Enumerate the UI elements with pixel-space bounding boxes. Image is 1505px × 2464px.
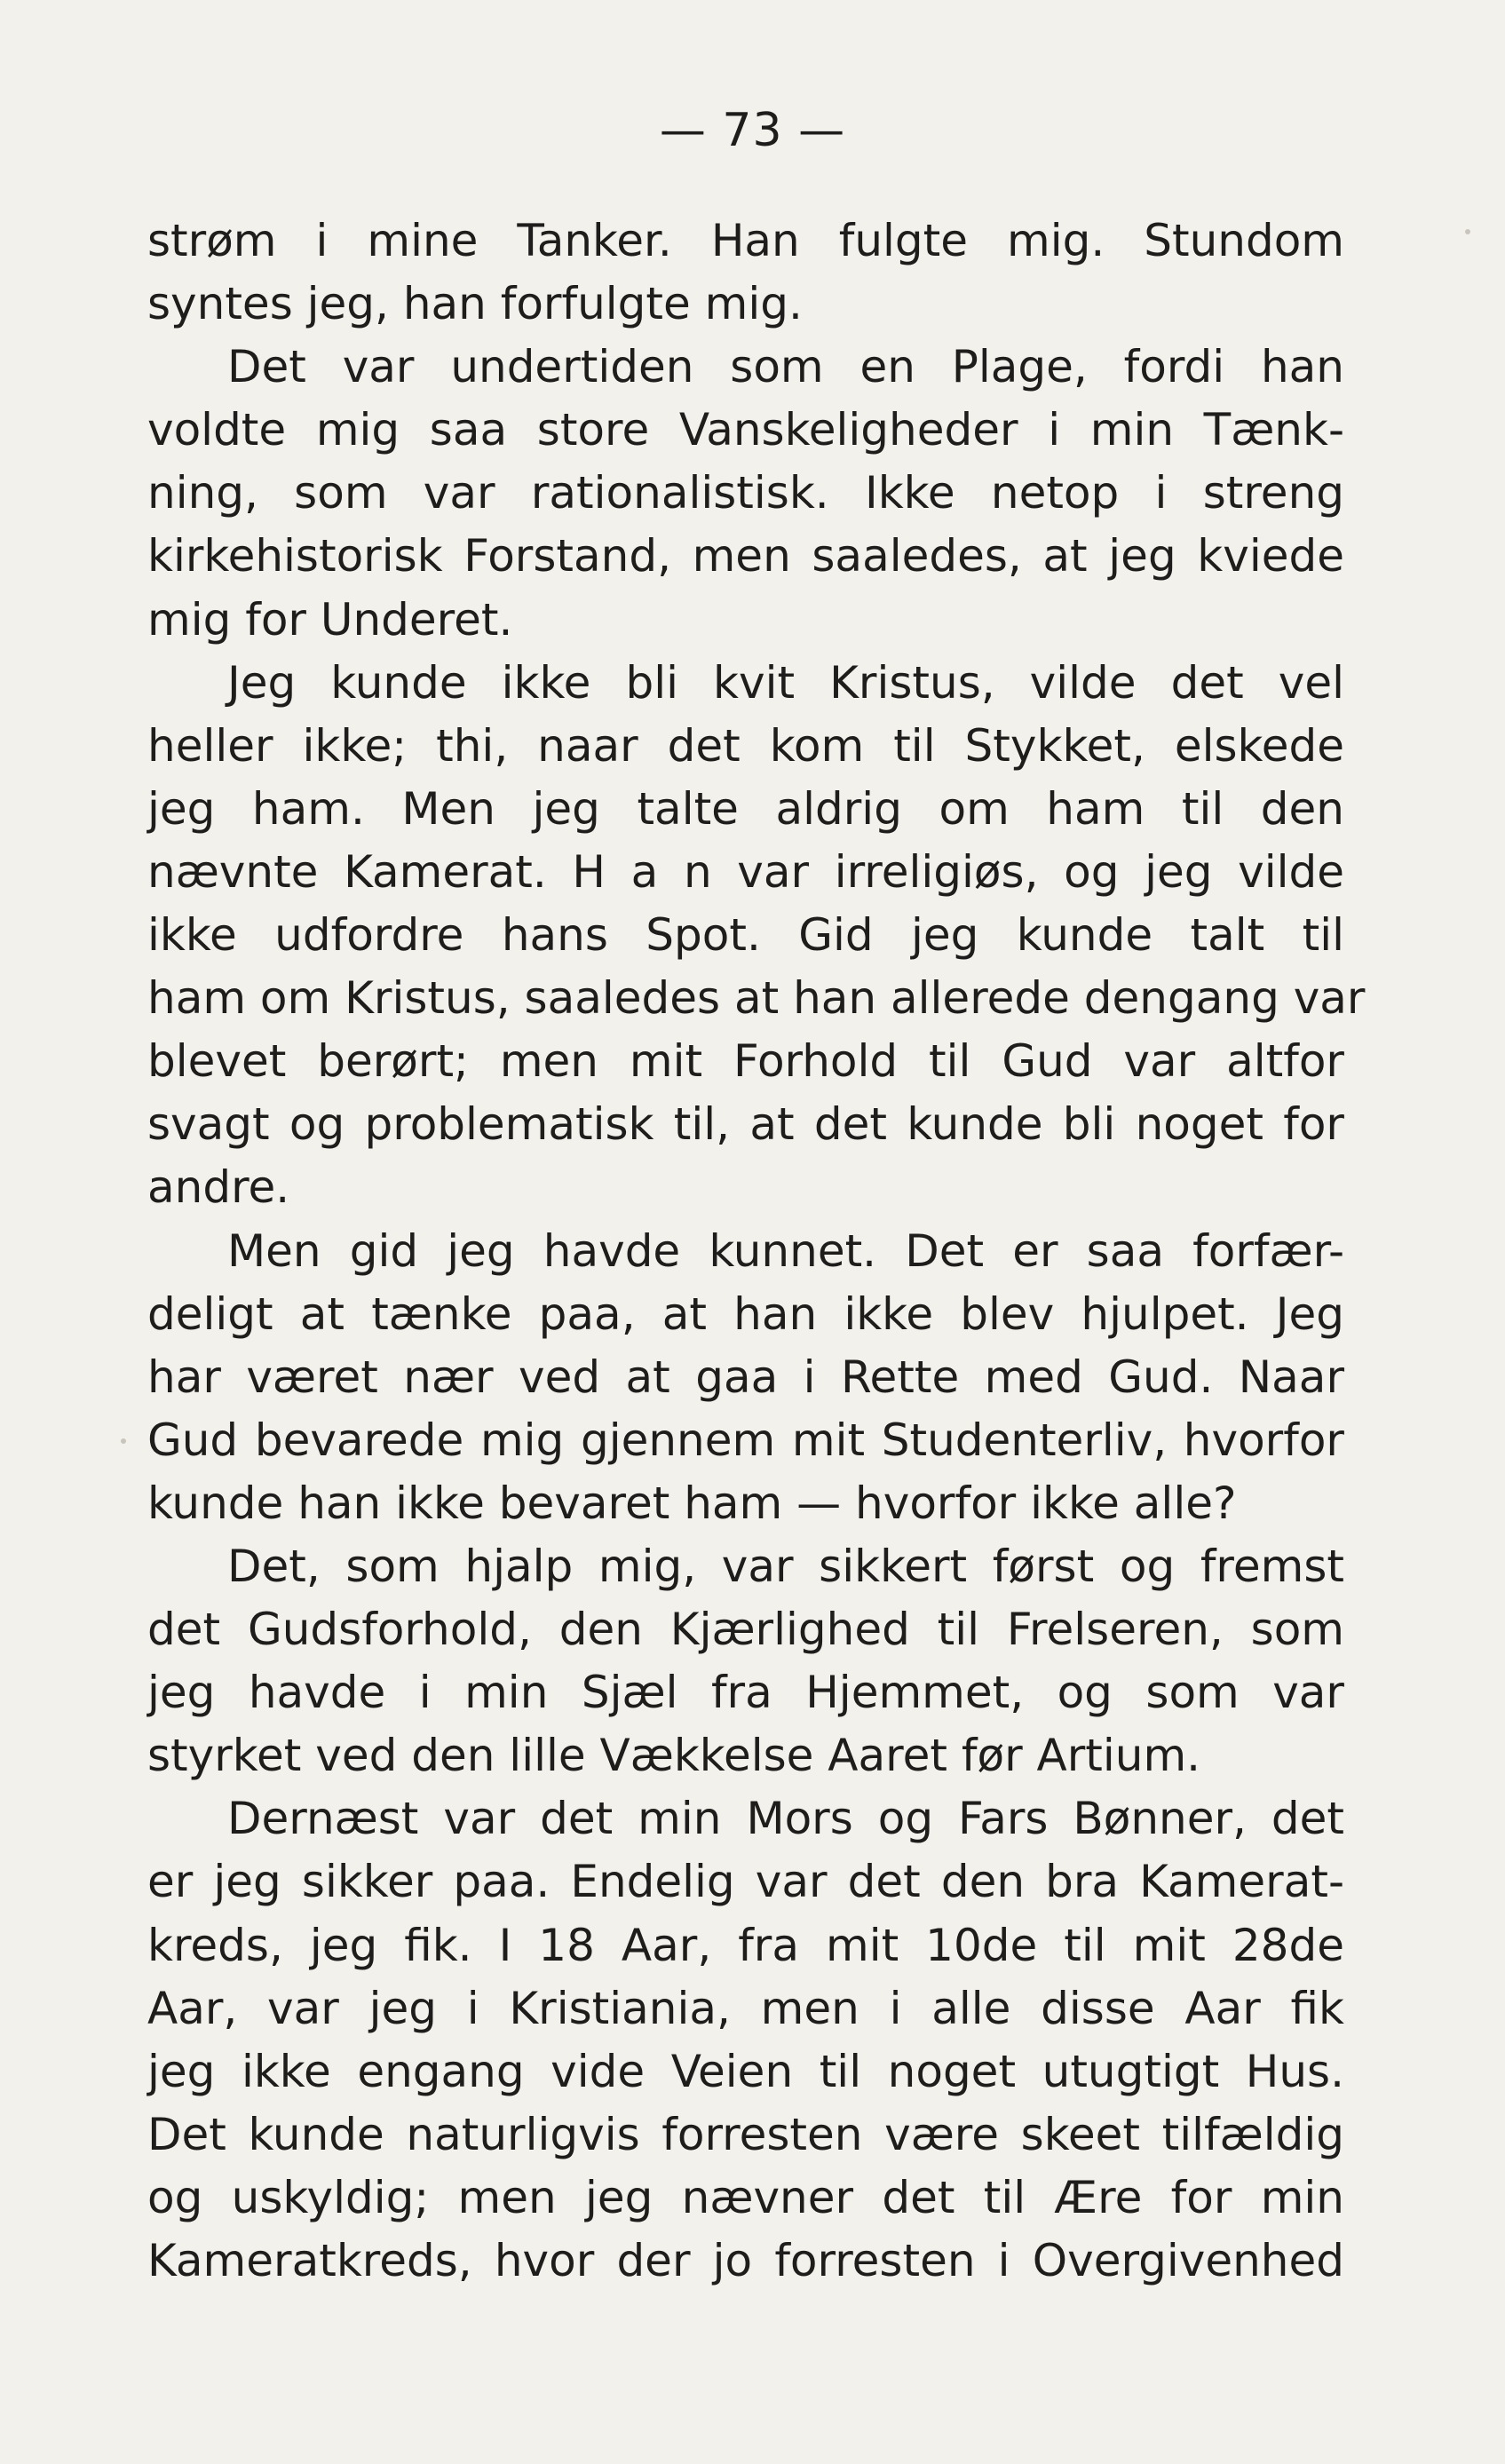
text-line: ham om Kristus, saaledes at han allerede dengang var	[147, 972, 1366, 1025]
text-line: voldte mig saa store Vanskeligheder i min Tænk-	[147, 404, 1344, 456]
text-line: jeg ikke engang vide Veien til noget utugtigt Hus.	[147, 2045, 1344, 2097]
text-line: kirkehistorisk Forstand, men saaledes, at jeg kviede	[147, 530, 1344, 582]
text-line: styrket ved den lille Vækkelse Aaret før Artium.	[147, 1730, 1201, 1782]
text-line: kreds, jeg fik. I 18 Aar, fra mit 10de til mit 28de	[147, 1919, 1344, 1971]
text-line: ikke udfordre hans Spot. Gid jeg kunde talt til	[147, 909, 1344, 962]
text-line: deligt at tænke paa, at han ikke blev hjulpet. Jeg	[147, 1287, 1344, 1340]
text-line: strøm i mine Tanker. Han fulgte mig. Stundom	[147, 215, 1344, 266]
text-line: Gud bevarede mig gjennem mit Studenterliv, hvorfor	[147, 1414, 1344, 1466]
text-line: og uskyldig; men jeg nævner det til Ære for min	[147, 2171, 1344, 2223]
text-line: mig for Underet.	[147, 593, 513, 646]
text-line: svagt og problematisk til, at det kunde bli noget for	[147, 1098, 1344, 1151]
text-line: Jeg kunde ikke bli kvit Kristus, vilde det vel	[227, 656, 1344, 709]
text-line: Det, som hjalp mig, var sikkert først og fremst	[227, 1540, 1344, 1592]
text-line: Det kunde naturligvis forresten være skeet tilfældig	[147, 2108, 1344, 2160]
text-line: jeg ham. Men jeg talte aldrig om ham til den	[147, 782, 1344, 835]
text-line: ning, som var rationalistisk. Ikke netop i streng	[147, 467, 1344, 519]
text-line: andre.	[147, 1161, 290, 1214]
text-line: Kameratkreds, hvor der jo forresten i Overgivenhed	[147, 2235, 1344, 2286]
text-line: syntes jeg, han forfulgte mig.	[147, 278, 803, 330]
body-text	[147, 210, 1366, 2293]
paper-speck	[121, 1438, 126, 1444]
text-line: Det var undertiden som en Plage, fordi han	[227, 341, 1344, 393]
text-line: nævnte Kamerat. H a n var irreligiøs, og jeg vilde	[147, 845, 1344, 898]
text-line: er jeg sikker paa. Endelig var det den bra Kamerat-	[147, 1856, 1344, 1908]
text-line: har været nær ved at gaa i Rette med Gud. Naar	[147, 1351, 1344, 1403]
text-line: jeg havde i min Sjæl fra Hjemmet, og som var	[147, 1667, 1344, 1719]
text-line: det Gudsforhold, den Kjærlighed til Frelseren, som	[147, 1604, 1344, 1656]
page-number: — 73 —	[659, 104, 846, 157]
text-line: Aar, var jeg i Kristiania, men i alle disse Aar fik	[147, 1982, 1344, 2034]
text-line: blevet berørt; men mit Forhold til Gud var altfor	[147, 1035, 1344, 1088]
text-line: heller ikke; thi, naar det kom til Stykket, elskede	[147, 719, 1344, 772]
text-line: Dernæst var det min Mors og Fars Bønner, det	[227, 1793, 1344, 1845]
paper-speck	[1465, 229, 1470, 234]
text-line: kunde han ikke bevaret ham — hvorfor ikke alle?	[147, 1477, 1237, 1529]
text-line: Men gid jeg havde kunnet. Det er saa forfær-	[227, 1224, 1344, 1277]
